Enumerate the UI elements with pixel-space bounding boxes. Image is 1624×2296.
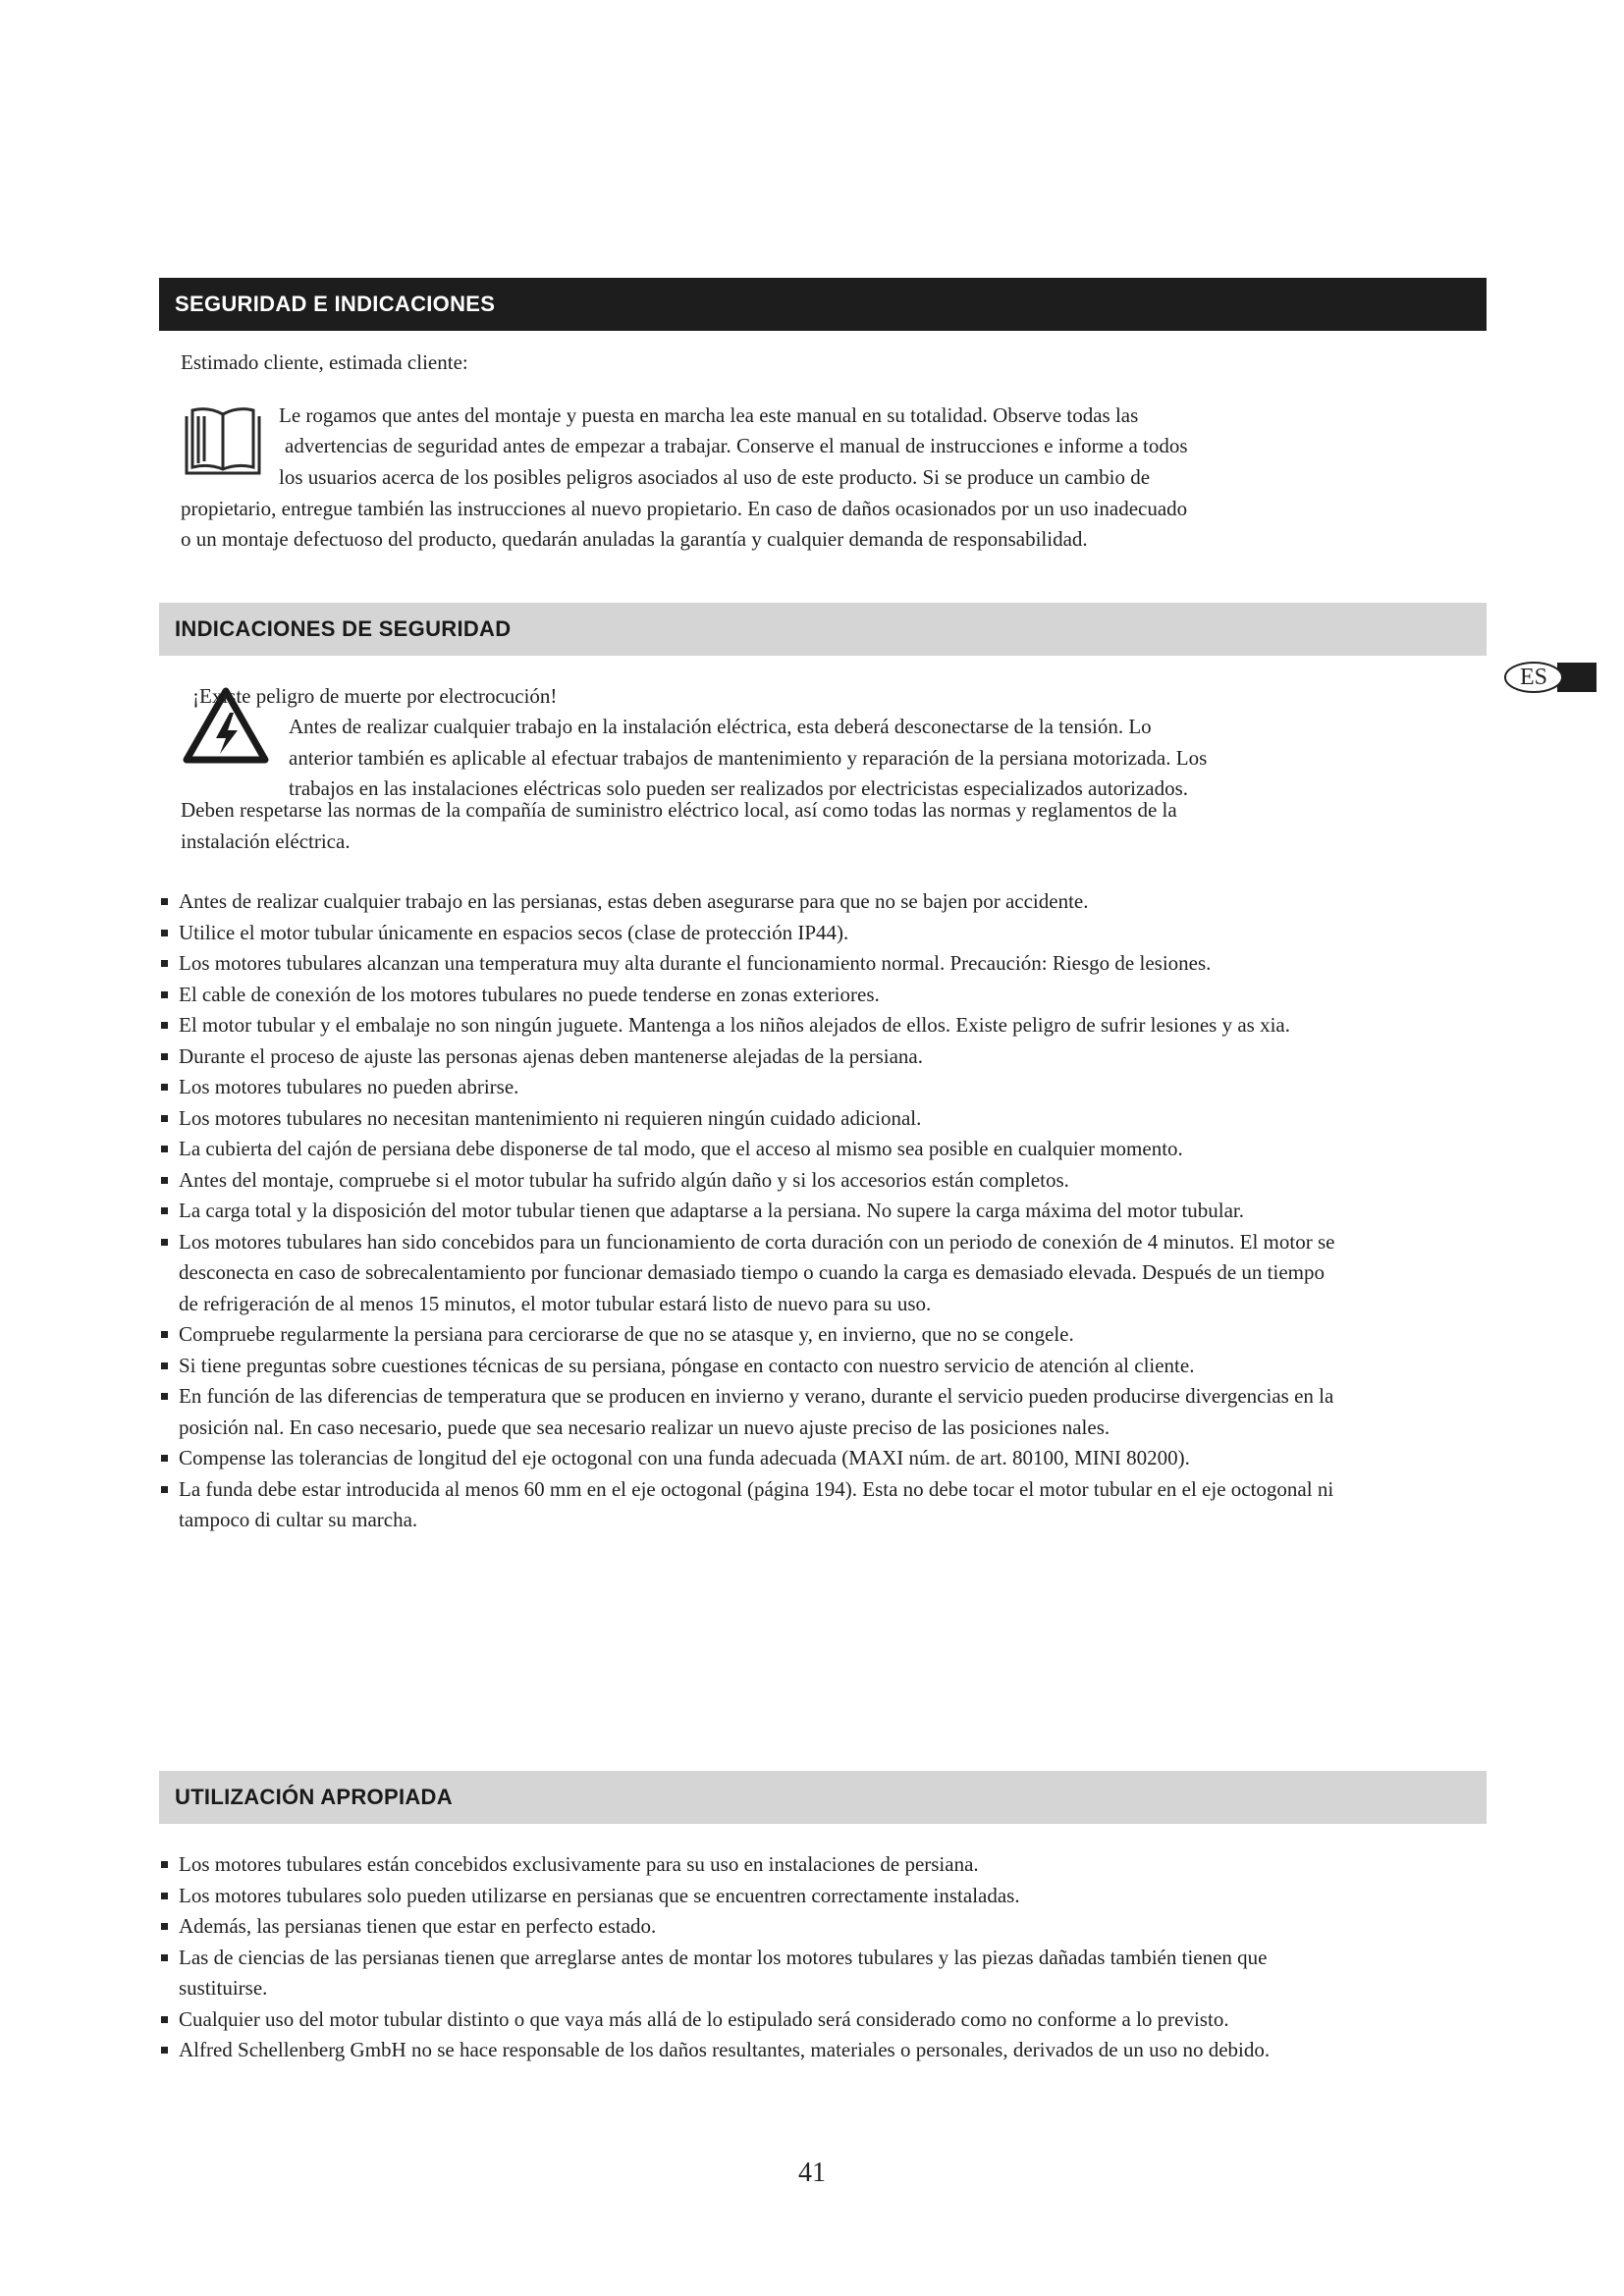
section-title: SEGURIDAD E INDICACIONES bbox=[175, 292, 496, 316]
warning-title: ¡Existe peligro de muerte por electrocución! bbox=[192, 684, 558, 708]
intro-line-4: propietario, entregue también las instrucciones al nuevo propietario. En caso de daños ocasionados por un uso inadecuado bbox=[181, 497, 1188, 520]
list-item: Los motores tubulares no pueden abrirse. bbox=[159, 1072, 1347, 1103]
list-item: Los motores tubulares han sido concebidos para un funcionamiento de corta duración con un periodo de conexión de 4 minutos. El motor se desconecta en caso de sobrecalentamiento por funcionar demasiado tiempo o cuando la carga es demasiado elevada. Después de un tiempo de refrigeración de al menos 15 minutos, el motor tubular estará listo de nuevo para su uso. bbox=[159, 1227, 1347, 1320]
list-item: Antes de realizar cualquier trabajo en las persianas, estas deben asegurarse para que no se bajen por accidente. bbox=[159, 886, 1347, 918]
warning-line-6: instalación eléctrica. bbox=[181, 829, 351, 853]
list-item: El cable de conexión de los motores tubulares no puede tenderse en zonas exteriores. bbox=[159, 980, 1347, 1011]
section-header-intended-use bbox=[159, 1771, 1487, 1824]
list-item: El motor tubular y el embalaje no son ningún juguete. Mantenga a los niños alejados de ellos. Existe peligro de sufrir lesiones y as xia. bbox=[159, 1010, 1347, 1041]
list-item: Los motores tubulares solo pueden utilizarse en persianas que se encuentren correctamente instaladas. bbox=[159, 1881, 1347, 1912]
intended-use-list bbox=[159, 1849, 1347, 2066]
list-item: Compruebe regularmente la persiana para cerciorarse de que no se atasque y, en invierno, que no se congele. bbox=[159, 1319, 1347, 1351]
warning-line-5: Deben respetarse las normas de la compañía de suministro eléctrico local, así como todas las normas y reglamentos de la bbox=[181, 798, 1177, 822]
list-item: Durante el proceso de ajuste las personas ajenas deben mantenerse alejadas de la persiana. bbox=[159, 1041, 1347, 1073]
language-label: ES bbox=[1519, 664, 1547, 690]
list-item: Si tiene preguntas sobre cuestiones técnicas de su persiana, póngase en contacto con nuestro servicio de atención al cliente. bbox=[159, 1351, 1347, 1382]
list-item: Los motores tubulares alcanzan una temperatura muy alta durante el funcionamiento normal. Precaución: Riesgo de lesiones. bbox=[159, 948, 1347, 980]
list-item: Compense las tolerancias de longitud del eje octogonal con una funda adecuada (MAXI núm. de art. 80100, MINI 80200). bbox=[159, 1443, 1347, 1474]
section-title: INDICACIONES DE SEGURIDAD bbox=[175, 616, 512, 641]
warning-line-3: anterior también es aplicable al efectuar trabajos de mantenimiento y reparación de la persiana motorizada. Los bbox=[289, 746, 1208, 770]
list-item: La cubierta del cajón de persiana debe disponerse de tal modo, que el acceso al mismo sea posible en cualquier momento. bbox=[159, 1134, 1347, 1165]
list-item: Las de ciencias de las persianas tienen que arreglarse antes de montar los motores tubulares y las piezas dañadas también tienen que sustituirse. bbox=[159, 1943, 1347, 2004]
list-item: La carga total y la disposición del motor tubular tienen que adaptarse a la persiana. No supere la carga máxima del motor tubular. bbox=[159, 1196, 1347, 1227]
manual-book-icon bbox=[181, 404, 265, 479]
warning-line-2: Antes de realizar cualquier trabajo en la instalación eléctrica, esta deberá desconectarse de la tensión. Lo bbox=[289, 715, 1152, 738]
section-header-safety-and-instructions bbox=[159, 278, 1487, 331]
list-item: En función de las diferencias de temperatura que se producen en invierno y verano, durante el servicio pueden producirse divergencias en la posición nal. En caso necesario, puede que sea necesario realizar un nuevo ajuste preciso de las posiciones nales. bbox=[159, 1381, 1347, 1443]
intro-line-3: los usuarios acerca de los posibles peligros asociados al uso de este producto. Si se produce un cambio de bbox=[279, 465, 1151, 489]
list-item: Alfred Schellenberg GmbH no se hace responsable de los daños resultantes, materiales o personales, derivados de un uso no debido. bbox=[159, 2035, 1347, 2066]
safety-instructions-list bbox=[159, 886, 1347, 1536]
warning-line-4: trabajos en las instalaciones eléctricas solo pueden ser realizados por electricistas especializados autorizados. bbox=[289, 776, 1189, 800]
section-header-safety-indications bbox=[159, 603, 1487, 656]
list-item: La funda debe estar introducida al menos 60 mm en el eje octogonal (página 194). Esta no debe tocar el motor tubular en el eje octogonal ni tampoco di cultar su marcha. bbox=[159, 1474, 1347, 1536]
list-item: Los motores tubulares están concebidos exclusivamente para su uso en instalaciones de persiana. bbox=[159, 1849, 1347, 1881]
intro-line-1: Le rogamos que antes del montaje y puesta en marcha lea este manual en su totalidad. Observe todas las bbox=[279, 403, 1139, 427]
section-title: UTILIZACIÓN APROPIADA bbox=[175, 1785, 453, 1809]
list-item: Además, las persianas tienen que estar en perfecto estado. bbox=[159, 1911, 1347, 1943]
list-item: Utilice el motor tubular únicamente en espacios secos (clase de protección IP44). bbox=[159, 918, 1347, 949]
intro-line-2: advertencias de seguridad antes de empezar a trabajar. Conserve el manual de instrucciones e informe a todos bbox=[285, 434, 1188, 457]
greeting: Estimado cliente, estimada cliente: bbox=[181, 350, 468, 374]
list-item: Antes del montaje, compruebe si el motor tubular ha sufrido algún daño y si los accesorios están completos. bbox=[159, 1165, 1347, 1197]
page-number: 41 bbox=[798, 2158, 826, 2188]
intro-line-5: o un montaje defectuoso del producto, quedarán anuladas la garantía y cualquier demanda de responsabilidad. bbox=[181, 527, 1088, 551]
list-item: Cualquier uso del motor tubular distinto o que vaya más allá de lo estipulado será considerado como no conforme a lo previsto. bbox=[159, 2004, 1347, 2036]
list-item: Los motores tubulares no necesitan mantenimiento ni requieren ningún cuidado adicional. bbox=[159, 1103, 1347, 1135]
